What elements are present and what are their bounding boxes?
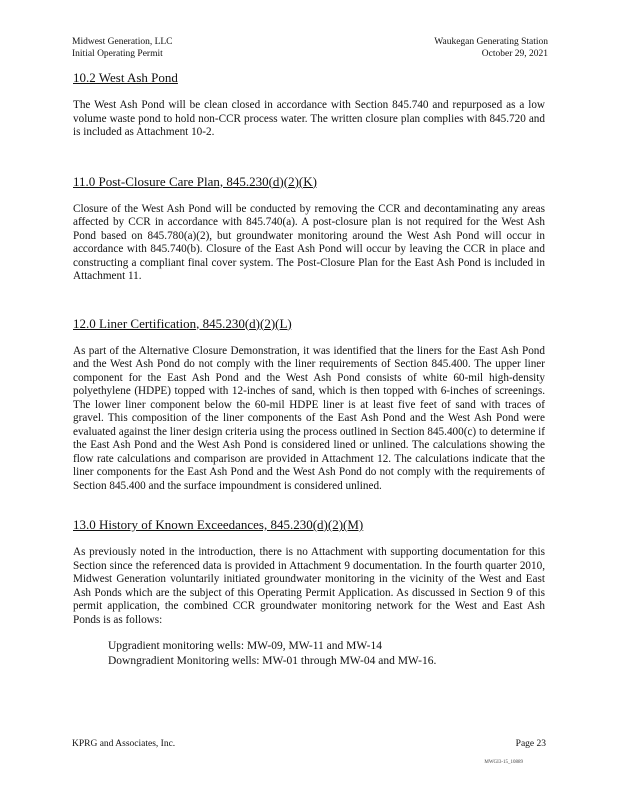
bates-code: MWGI3-15_10889 xyxy=(484,760,523,765)
document-body xyxy=(73,70,545,693)
section-heading: 11.0 Post-Closure Care Plan, 845.230(d)(2)(K) xyxy=(73,173,317,189)
section-heading: 10.2 West Ash Pond xyxy=(73,70,178,85)
company-name: Midwest Generation, LLC xyxy=(72,37,173,47)
upgradient-wells: Upgradient monitoring wells: MW-09, MW-11 and MW-14 xyxy=(108,640,382,652)
downgradient-wells: Downgradient Monitoring wells: MW-01 through MW-04 and MW-16. xyxy=(108,655,437,667)
section-12-0 xyxy=(73,316,545,494)
section-paragraph: As part of the Alternative Closure Demonstration, it was identified that the liners for the East Ash Pond and the West Ash Pond do not comply with the liner requirements of Section 845.400. The upper liner component for the East Ash Pond and the West Ash Pond consists of white 60-mil high-density polyethylene (HDPE) topped with 12-inches of sand, which is then topped with 6-inches of screenings. The lower liner component below the 60-mil HDPE liner is at least five feet of sand with traces of gravel. This composition of the liner components of the East Ash Pond and the West Ash Pond were evaluated against the liner design criteria using the process outlined in Section 845.400(c) to determine if the East Ash Pond and the West Ash Pond is considered lined or unlined. The calculations showing the flow rate calculations and comparison are provided in Attachment 12. The calculations indicate that the liner components for the East Ash Pond and the West Ash Pond do not comply with the requirements of Section 845.400 and the surface impoundment is considered unlined. xyxy=(73,344,545,492)
section-10-2 xyxy=(73,70,545,140)
section-paragraph: Closure of the West Ash Pond will be conducted by removing the CCR and decontaminating any areas affected by CCR in accordance with 845.740(a). A post-closure plan is not required for the West Ash Pond based on 845.780(a)(2), but groundwater monitoring around the West Ash Pond will occur in accordance with 845.740(b). Closure of the East Ash Pond will occur by leaving the CCR in place and constructing a compliant final cover system. The Post-Closure Plan for the East Ash Pond is included in Attachment 11. xyxy=(73,202,545,282)
page-header-right xyxy=(434,37,548,60)
section-heading: 13.0 History of Known Exceedances, 845.230(d)(2)(M) xyxy=(73,517,364,532)
document-date: October 29, 2021 xyxy=(481,48,548,59)
document-type: Initial Operating Permit xyxy=(72,48,163,59)
footer-firm: KPRG and Associates, Inc. xyxy=(72,739,176,749)
section-paragraph: The West Ash Pond will be clean closed in accordance with Section 845.740 and repurposed as a low volume waste pond to hold non-CCR process water. The written closure plan complies with 845.720 and is included as Attachment 10-2. xyxy=(73,99,545,138)
section-11-0 xyxy=(73,174,545,284)
station-name: Waukegan Generating Station xyxy=(434,37,548,47)
monitoring-wells-list xyxy=(108,639,545,669)
page-number: Page 23 xyxy=(515,739,546,749)
section-heading: 12.0 Liner Certification, 845.230(d)(2)(L) xyxy=(73,315,292,331)
section-paragraph: As previously noted in the introduction, there is no Attachment with supporting documentation for this Section since the referenced data is provided in Attachment 9 documentation. In the fourth quarter 2010, Midwest Generation voluntarily initiated groundwater monitoring in the vicinity of the West and East Ash Ponds which are the subject of this Operating Permit Application. As discussed in Section 9 of this permit application, the combined CCR groundwater monitoring network for the West and East Ash Ponds is as follows: xyxy=(73,546,545,626)
section-13-0 xyxy=(73,517,545,669)
page-header-left xyxy=(72,37,173,60)
